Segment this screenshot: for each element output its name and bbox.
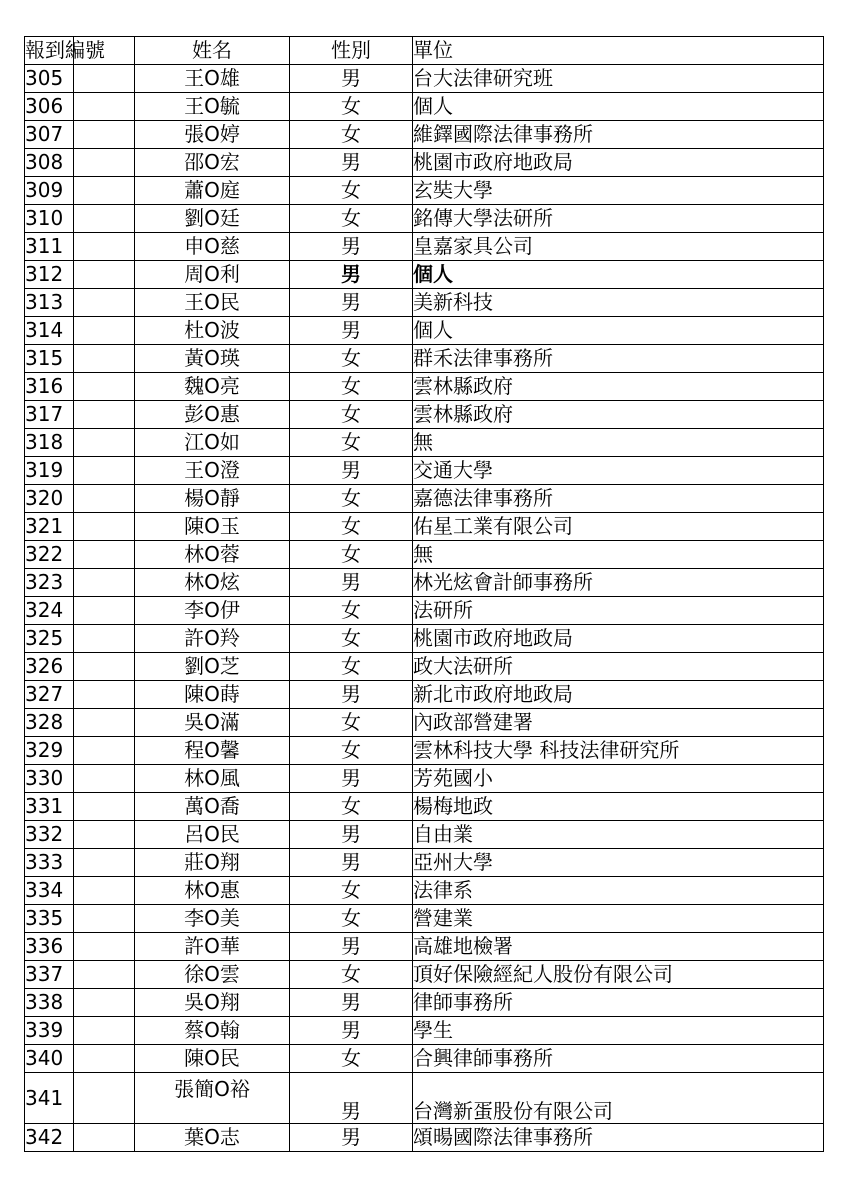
- row-unit: 玄奘大學: [413, 177, 824, 205]
- row-number: 326: [25, 653, 74, 681]
- table-row: [25, 737, 824, 765]
- row-number: 308: [25, 149, 74, 177]
- row-number: 339: [25, 1017, 74, 1045]
- row-blank: [74, 121, 135, 149]
- row-blank: [74, 653, 135, 681]
- row-blank: [74, 317, 135, 345]
- row-unit: 營建業: [413, 905, 824, 933]
- row-gender: 男: [290, 289, 413, 317]
- row-unit: 群禾法律事務所: [413, 345, 824, 373]
- row-unit: 林光炫會計師事務所: [413, 569, 824, 597]
- row-unit: 雲林科技大學 科技法律研究所: [413, 737, 824, 765]
- row-blank: [74, 513, 135, 541]
- row-number: 305: [25, 65, 74, 93]
- row-unit: 頌暘國際法律事務所: [413, 1124, 824, 1152]
- table-row: [25, 205, 824, 233]
- table-body: [25, 65, 824, 1152]
- row-unit: 律師事務所: [413, 989, 824, 1017]
- row-number: 317: [25, 401, 74, 429]
- row-number: 341: [25, 1073, 74, 1124]
- row-number: 330: [25, 765, 74, 793]
- table-row: [25, 653, 824, 681]
- row-unit: 交通大學: [413, 457, 824, 485]
- row-name: 江O如: [135, 429, 290, 457]
- row-number: 332: [25, 821, 74, 849]
- row-number: 322: [25, 541, 74, 569]
- row-name: 吳O翔: [135, 989, 290, 1017]
- row-name: 徐O雲: [135, 961, 290, 989]
- row-name: 林O炫: [135, 569, 290, 597]
- row-name: 葉O志: [135, 1124, 290, 1152]
- row-name: 許O羚: [135, 625, 290, 653]
- row-blank: [74, 261, 135, 289]
- row-number: 328: [25, 709, 74, 737]
- table-row: [25, 849, 824, 877]
- row-gender: 男: [290, 569, 413, 597]
- table-row: [25, 149, 824, 177]
- table-row: [25, 177, 824, 205]
- row-gender: 女: [290, 737, 413, 765]
- row-name: 彭O惠: [135, 401, 290, 429]
- row-name: 呂O民: [135, 821, 290, 849]
- row-number: 311: [25, 233, 74, 261]
- row-name: 程O馨: [135, 737, 290, 765]
- row-gender: 女: [290, 93, 413, 121]
- table-row: [25, 1017, 824, 1045]
- row-unit: 楊梅地政: [413, 793, 824, 821]
- row-gender: 男: [290, 233, 413, 261]
- header-name: 姓名: [135, 37, 290, 65]
- row-gender: 男: [290, 849, 413, 877]
- row-name: 張簡O裕: [135, 1073, 290, 1124]
- table-row: [25, 905, 824, 933]
- row-number: 318: [25, 429, 74, 457]
- row-number: 327: [25, 681, 74, 709]
- row-number: 338: [25, 989, 74, 1017]
- table-row: [25, 961, 824, 989]
- row-gender: 男: [290, 1017, 413, 1045]
- row-number: 340: [25, 1045, 74, 1073]
- row-number: 313: [25, 289, 74, 317]
- row-number: 310: [25, 205, 74, 233]
- row-number: 334: [25, 877, 74, 905]
- table-row: [25, 541, 824, 569]
- row-unit: 雲林縣政府: [413, 373, 824, 401]
- row-name: 李O伊: [135, 597, 290, 625]
- table-row: [25, 261, 824, 289]
- header-unit: 單位: [413, 37, 824, 65]
- row-gender: 男: [290, 933, 413, 961]
- row-gender: 女: [290, 513, 413, 541]
- row-number: 336: [25, 933, 74, 961]
- attendee-table: [24, 36, 824, 1152]
- row-name: 張O婷: [135, 121, 290, 149]
- row-blank: [74, 485, 135, 513]
- row-unit: 亞州大學: [413, 849, 824, 877]
- row-unit: 桃園市政府地政局: [413, 149, 824, 177]
- row-blank: [74, 597, 135, 625]
- row-number: 331: [25, 793, 74, 821]
- row-blank: [74, 177, 135, 205]
- row-unit: 頂好保險經紀人股份有限公司: [413, 961, 824, 989]
- table-row: [25, 429, 824, 457]
- row-unit: 台大法律研究班: [413, 65, 824, 93]
- row-unit: 自由業: [413, 821, 824, 849]
- row-gender: 女: [290, 485, 413, 513]
- table-row: [25, 1124, 824, 1152]
- row-blank: [74, 681, 135, 709]
- row-gender: 女: [290, 709, 413, 737]
- row-unit: 個人: [413, 317, 824, 345]
- row-blank: [74, 625, 135, 653]
- row-unit: 政大法研所: [413, 653, 824, 681]
- row-number: 323: [25, 569, 74, 597]
- row-unit: 桃園市政府地政局: [413, 625, 824, 653]
- row-number: 329: [25, 737, 74, 765]
- row-blank: [74, 905, 135, 933]
- table-row: [25, 317, 824, 345]
- row-gender: 女: [290, 345, 413, 373]
- row-blank: [74, 989, 135, 1017]
- row-number: 314: [25, 317, 74, 345]
- row-gender: 男: [290, 261, 413, 289]
- row-gender: 男: [290, 149, 413, 177]
- row-gender: 女: [290, 597, 413, 625]
- row-gender: 男: [290, 821, 413, 849]
- row-unit: 內政部營建署: [413, 709, 824, 737]
- table-row: [25, 65, 824, 93]
- row-blank: [74, 933, 135, 961]
- row-unit: 無: [413, 429, 824, 457]
- row-number: 309: [25, 177, 74, 205]
- row-unit: 新北市政府地政局: [413, 681, 824, 709]
- row-gender: 女: [290, 541, 413, 569]
- row-number: 333: [25, 849, 74, 877]
- row-unit: 維鐸國際法律事務所: [413, 121, 824, 149]
- table-row: [25, 289, 824, 317]
- row-gender: 女: [290, 429, 413, 457]
- row-number: 325: [25, 625, 74, 653]
- table-row: [25, 485, 824, 513]
- row-unit: 法研所: [413, 597, 824, 625]
- row-name: 李O美: [135, 905, 290, 933]
- row-gender: 女: [290, 877, 413, 905]
- row-gender: 男: [290, 1073, 413, 1124]
- row-number: 335: [25, 905, 74, 933]
- row-name: 蔡O翰: [135, 1017, 290, 1045]
- row-blank: [74, 737, 135, 765]
- row-unit: 皇嘉家具公司: [413, 233, 824, 261]
- row-name: 劉O廷: [135, 205, 290, 233]
- row-name: 王O民: [135, 289, 290, 317]
- row-gender: 女: [290, 401, 413, 429]
- table-row: [25, 513, 824, 541]
- row-unit: 嘉德法律事務所: [413, 485, 824, 513]
- row-unit: 個人: [413, 261, 824, 289]
- row-number: 307: [25, 121, 74, 149]
- row-blank: [74, 233, 135, 261]
- row-blank: [74, 569, 135, 597]
- table-row: [25, 625, 824, 653]
- table-row: [25, 681, 824, 709]
- row-blank: [74, 709, 135, 737]
- row-name: 吳O滿: [135, 709, 290, 737]
- row-name: 楊O靜: [135, 485, 290, 513]
- row-gender: 女: [290, 793, 413, 821]
- row-number: 320: [25, 485, 74, 513]
- row-blank: [74, 877, 135, 905]
- table-row: [25, 821, 824, 849]
- row-unit: 雲林縣政府: [413, 401, 824, 429]
- row-gender: 男: [290, 681, 413, 709]
- row-unit: 個人: [413, 93, 824, 121]
- row-name: 周O利: [135, 261, 290, 289]
- row-name: 林O風: [135, 765, 290, 793]
- row-gender: 女: [290, 961, 413, 989]
- table-row: [25, 569, 824, 597]
- row-name: 申O慈: [135, 233, 290, 261]
- row-unit: 美新科技: [413, 289, 824, 317]
- row-name: 邵O宏: [135, 149, 290, 177]
- row-blank: [74, 821, 135, 849]
- row-number: 306: [25, 93, 74, 121]
- row-number: 316: [25, 373, 74, 401]
- row-number: 324: [25, 597, 74, 625]
- row-blank: [74, 373, 135, 401]
- row-blank: [74, 765, 135, 793]
- row-number: 342: [25, 1124, 74, 1152]
- header-number: 報到編號: [25, 37, 74, 65]
- row-blank: [74, 289, 135, 317]
- row-name: 林O蓉: [135, 541, 290, 569]
- table-row: [25, 233, 824, 261]
- row-unit: 學生: [413, 1017, 824, 1045]
- table-row: [25, 457, 824, 485]
- table-row: [25, 121, 824, 149]
- row-name: 林O惠: [135, 877, 290, 905]
- row-blank: [74, 1017, 135, 1045]
- row-blank: [74, 457, 135, 485]
- row-name: 黃O瑛: [135, 345, 290, 373]
- row-name: 陳O民: [135, 1045, 290, 1073]
- row-blank: [74, 1073, 135, 1124]
- row-blank: [74, 961, 135, 989]
- table-row: [25, 1045, 824, 1073]
- row-unit: 法律系: [413, 877, 824, 905]
- table-row: [25, 877, 824, 905]
- row-gender: 女: [290, 177, 413, 205]
- table-row: [25, 765, 824, 793]
- table-row: [25, 345, 824, 373]
- row-gender: 男: [290, 1124, 413, 1152]
- row-name: 王O毓: [135, 93, 290, 121]
- row-name: 萬O喬: [135, 793, 290, 821]
- row-blank: [74, 345, 135, 373]
- row-name: 王O雄: [135, 65, 290, 93]
- row-blank: [74, 1045, 135, 1073]
- row-unit: 高雄地檢署: [413, 933, 824, 961]
- row-gender: 男: [290, 765, 413, 793]
- row-number: 319: [25, 457, 74, 485]
- row-name: 陳O蒔: [135, 681, 290, 709]
- row-unit: 台灣新蛋股份有限公司: [413, 1073, 824, 1124]
- header-gender: 性別: [290, 37, 413, 65]
- row-unit: 無: [413, 541, 824, 569]
- table-row: [25, 1073, 824, 1124]
- row-gender: 女: [290, 205, 413, 233]
- row-name: 莊O翔: [135, 849, 290, 877]
- table-row: [25, 793, 824, 821]
- row-gender: 男: [290, 65, 413, 93]
- row-gender: 女: [290, 373, 413, 401]
- row-blank: [74, 205, 135, 233]
- row-unit: 佑星工業有限公司: [413, 513, 824, 541]
- row-blank: [74, 849, 135, 877]
- row-blank: [74, 401, 135, 429]
- row-gender: 女: [290, 905, 413, 933]
- row-blank: [74, 541, 135, 569]
- row-name: 魏O亮: [135, 373, 290, 401]
- row-blank: [74, 793, 135, 821]
- row-number: 337: [25, 961, 74, 989]
- row-number: 321: [25, 513, 74, 541]
- row-gender: 女: [290, 1045, 413, 1073]
- row-blank: [74, 1124, 135, 1152]
- row-name: 劉O芝: [135, 653, 290, 681]
- row-unit: 合興律師事務所: [413, 1045, 824, 1073]
- table-row: [25, 401, 824, 429]
- row-unit: 芳苑國小: [413, 765, 824, 793]
- row-gender: 女: [290, 121, 413, 149]
- row-gender: 男: [290, 457, 413, 485]
- row-unit: 銘傳大學法研所: [413, 205, 824, 233]
- row-gender: 男: [290, 989, 413, 1017]
- row-name: 杜O波: [135, 317, 290, 345]
- row-gender: 女: [290, 653, 413, 681]
- table-row: [25, 709, 824, 737]
- row-blank: [74, 149, 135, 177]
- row-name: 陳O玉: [135, 513, 290, 541]
- row-blank: [74, 65, 135, 93]
- table-row: [25, 93, 824, 121]
- table-row: [25, 989, 824, 1017]
- row-name: 王O澄: [135, 457, 290, 485]
- row-number: 315: [25, 345, 74, 373]
- table-row: [25, 597, 824, 625]
- row-name: 許O華: [135, 933, 290, 961]
- row-blank: [74, 93, 135, 121]
- row-gender: 男: [290, 317, 413, 345]
- row-gender: 女: [290, 625, 413, 653]
- table-row: [25, 933, 824, 961]
- row-number: 312: [25, 261, 74, 289]
- table-header-row: [25, 37, 824, 65]
- row-blank: [74, 429, 135, 457]
- table-row: [25, 373, 824, 401]
- row-name: 蕭O庭: [135, 177, 290, 205]
